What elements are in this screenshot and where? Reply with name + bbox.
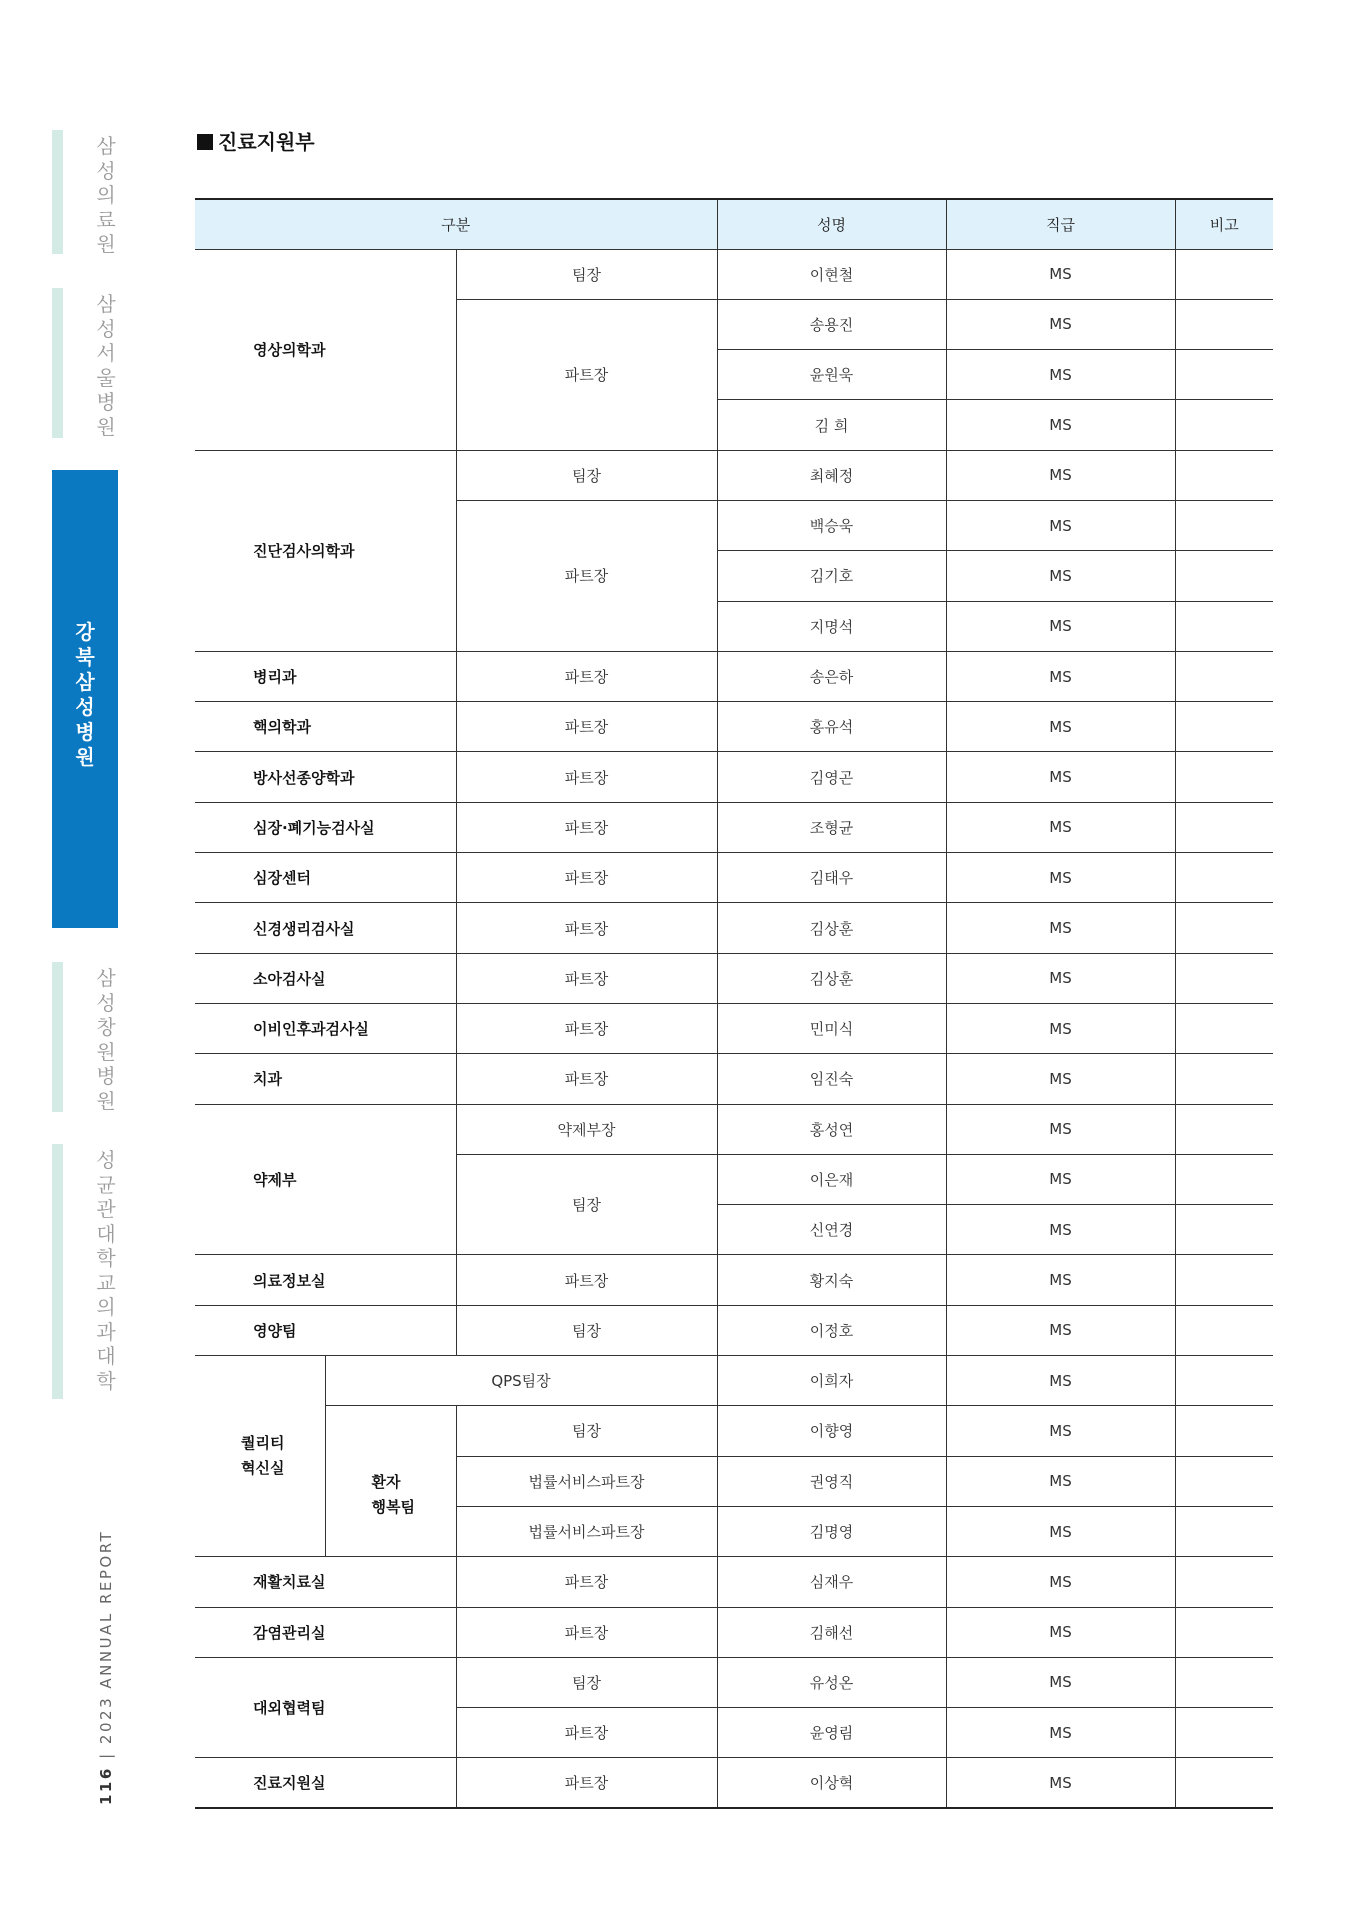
name-cell: 권영직 [717,1456,946,1506]
role-cell: 법률서비스파트장 [456,1456,717,1506]
dept-cell: 방사선종양학과 [195,752,456,802]
role-cell: 파트장 [456,1003,717,1053]
name-cell: 지명석 [717,601,946,651]
footer-separator: | [97,1751,115,1759]
table-row [195,249,1273,299]
grade-cell: MS [946,1506,1175,1556]
name-cell: 김기호 [717,551,946,601]
note-cell [1175,1506,1273,1556]
table-row [195,1758,1273,1808]
table-row [195,1406,1273,1456]
name-cell: 김상훈 [717,903,946,953]
dept-line: 혁신실 [241,1459,285,1478]
side-tab-label: 삼성창원병원 [96,966,116,1113]
name-cell: 홍성연 [717,1104,946,1154]
grade-cell: MS [946,450,1175,500]
name-cell: 김명영 [717,1506,946,1556]
grade-cell: MS [946,1054,1175,1104]
name-cell: 송은하 [717,651,946,701]
dept-cell: 병리과 [195,651,456,701]
note-cell [1175,500,1273,550]
grade-cell: MS [946,249,1175,299]
role-cell: 파트장 [456,752,717,802]
note-cell [1175,1657,1273,1707]
grade-cell: MS [946,1758,1175,1808]
grade-cell: MS [946,1657,1175,1707]
table-row [195,450,1273,500]
side-tab-bar [52,962,63,1112]
name-cell: 김영곤 [717,752,946,802]
role-cell: QPS팀장 [325,1356,717,1406]
grade-cell: MS [946,903,1175,953]
note-cell [1175,551,1273,601]
dept-cell: 약제부 [195,1104,456,1255]
name-cell: 민미식 [717,1003,946,1053]
header-category: 구분 [195,199,717,249]
grade-cell: MS [946,953,1175,1003]
role-cell: 팀장 [456,249,717,299]
role-cell: 팀장 [456,1154,717,1255]
role-cell: 파트장 [456,702,717,752]
table-row [195,903,1273,953]
role-cell: 파트장 [456,1255,717,1305]
grade-cell: MS [946,1406,1175,1456]
name-cell: 신연경 [717,1205,946,1255]
grade-cell: MS [946,1104,1175,1154]
grade-cell: MS [946,802,1175,852]
dept-cell: 치과 [195,1054,456,1104]
note-cell [1175,1054,1273,1104]
name-cell: 김상훈 [717,953,946,1003]
note-cell [1175,450,1273,500]
role-cell: 팀장 [456,1305,717,1355]
side-tab-label: 삼성의료원 [96,134,116,256]
note-cell [1175,702,1273,752]
grade-cell: MS [946,551,1175,601]
dept-cell [195,1356,325,1557]
note-cell [1175,1305,1273,1355]
dept-cell: 신경생리검사실 [195,903,456,953]
role-cell: 파트장 [456,802,717,852]
name-cell: 이정호 [717,1305,946,1355]
name-cell: 심재우 [717,1557,946,1607]
staff-table [195,198,1273,1809]
side-tab-bar [52,288,63,438]
name-cell: 송용진 [717,299,946,349]
name-cell: 최혜정 [717,450,946,500]
table-row [195,651,1273,701]
grade-cell: MS [946,702,1175,752]
dept-cell: 핵의학과 [195,702,456,752]
note-cell [1175,903,1273,953]
dept-cell: 대외협력팀 [195,1657,456,1758]
name-cell: 이은재 [717,1154,946,1204]
table-row [195,702,1273,752]
role-cell: 파트장 [456,953,717,1003]
table-row [195,1104,1273,1154]
role-cell: 팀장 [456,450,717,500]
role-cell: 파트장 [456,853,717,903]
dept-cell: 재활치료실 [195,1557,456,1607]
name-cell: 조형균 [717,802,946,852]
note-cell [1175,802,1273,852]
table-header-row [195,199,1273,249]
team-line: 환자 [371,1473,401,1492]
role-cell: 파트장 [456,903,717,953]
note-cell [1175,1708,1273,1758]
name-cell: 이상혁 [717,1758,946,1808]
role-cell: 파트장 [456,1607,717,1657]
grade-cell: MS [946,853,1175,903]
side-tab-label: 강북삼성병원 [75,620,95,769]
table-row [195,1054,1273,1104]
name-cell: 황지숙 [717,1255,946,1305]
note-cell [1175,953,1273,1003]
table-row [195,1255,1273,1305]
name-cell: 홍유석 [717,702,946,752]
name-cell: 김 희 [717,400,946,450]
table-row [195,1305,1273,1355]
grade-cell: MS [946,1607,1175,1657]
role-cell: 파트장 [456,1758,717,1808]
dept-cell: 영양팀 [195,1305,456,1355]
dept-cell: 심장·폐기능검사실 [195,802,456,852]
note-cell [1175,1003,1273,1053]
section-title [197,126,315,155]
page-number: 116 [97,1766,115,1805]
grade-cell: MS [946,1154,1175,1204]
grade-cell: MS [946,1205,1175,1255]
name-cell: 이희자 [717,1356,946,1406]
grade-cell: MS [946,1255,1175,1305]
side-tab-label: 성균관대학교 의과대학 [96,1148,116,1393]
note-cell [1175,752,1273,802]
note-cell [1175,1607,1273,1657]
note-cell [1175,1255,1273,1305]
note-cell [1175,1557,1273,1607]
name-cell: 윤원욱 [717,350,946,400]
header-note: 비고 [1175,199,1273,249]
role-cell: 파트장 [456,1054,717,1104]
grade-cell: MS [946,1456,1175,1506]
grade-cell: MS [946,1356,1175,1406]
square-bullet-icon [197,134,213,150]
note-cell [1175,1154,1273,1204]
grade-cell: MS [946,1557,1175,1607]
grade-cell: MS [946,400,1175,450]
note-cell [1175,350,1273,400]
role-cell: 약제부장 [456,1104,717,1154]
grade-cell: MS [946,601,1175,651]
name-cell: 유성온 [717,1657,946,1707]
side-tab-bar [52,1144,63,1399]
note-cell [1175,299,1273,349]
dept-cell: 감염관리실 [195,1607,456,1657]
team-cell [325,1406,456,1557]
table-row [195,1003,1273,1053]
dept-cell: 의료정보실 [195,1255,456,1305]
role-cell: 파트장 [456,500,717,651]
role-cell: 파트장 [456,651,717,701]
name-cell: 백승욱 [717,500,946,550]
table-row [195,1557,1273,1607]
grade-cell: MS [946,752,1175,802]
grade-cell: MS [946,1708,1175,1758]
note-cell [1175,1456,1273,1506]
name-cell: 김해선 [717,1607,946,1657]
header-grade: 직급 [946,199,1175,249]
role-cell: 파트장 [456,1708,717,1758]
note-cell [1175,1205,1273,1255]
name-cell: 윤영림 [717,1708,946,1758]
grade-cell: MS [946,1003,1175,1053]
page-footer [97,1530,115,1805]
table-row [195,802,1273,852]
role-cell: 파트장 [456,1557,717,1607]
note-cell [1175,601,1273,651]
team-line: 행복팀 [371,1498,415,1517]
name-cell: 김태우 [717,853,946,903]
grade-cell: MS [946,299,1175,349]
name-cell: 임진숙 [717,1054,946,1104]
name-cell: 이향영 [717,1406,946,1456]
report-name: 2023 ANNUAL REPORT [97,1529,115,1745]
dept-line: 퀄리티 [241,1434,285,1453]
dept-cell: 심장센터 [195,853,456,903]
dept-cell: 소아검사실 [195,953,456,1003]
grade-cell: MS [946,500,1175,550]
table-row [195,853,1273,903]
note-cell [1175,400,1273,450]
side-tab-label: 삼성서울병원 [96,292,116,439]
dept-cell: 진료지원실 [195,1758,456,1808]
table-row [195,752,1273,802]
role-cell: 팀장 [456,1406,717,1456]
name-cell: 이현철 [717,249,946,299]
section-title-text: 진료지원부 [218,130,315,154]
note-cell [1175,1104,1273,1154]
grade-cell: MS [946,350,1175,400]
grade-cell: MS [946,1305,1175,1355]
note-cell [1175,651,1273,701]
role-cell: 팀장 [456,1657,717,1707]
note-cell [1175,1758,1273,1808]
note-cell [1175,249,1273,299]
dept-cell: 이비인후과검사실 [195,1003,456,1053]
table-row [195,1657,1273,1707]
note-cell [1175,1356,1273,1406]
table-row [195,1356,1273,1406]
dept-cell: 영상의학과 [195,249,456,450]
role-cell: 법률서비스파트장 [456,1506,717,1556]
dept-cell: 진단검사의학과 [195,450,456,651]
side-tab-bar [52,130,63,254]
note-cell [1175,1406,1273,1456]
grade-cell: MS [946,651,1175,701]
header-name: 성명 [717,199,946,249]
note-cell [1175,853,1273,903]
table-row [195,953,1273,1003]
role-cell: 파트장 [456,299,717,450]
table-row [195,1607,1273,1657]
